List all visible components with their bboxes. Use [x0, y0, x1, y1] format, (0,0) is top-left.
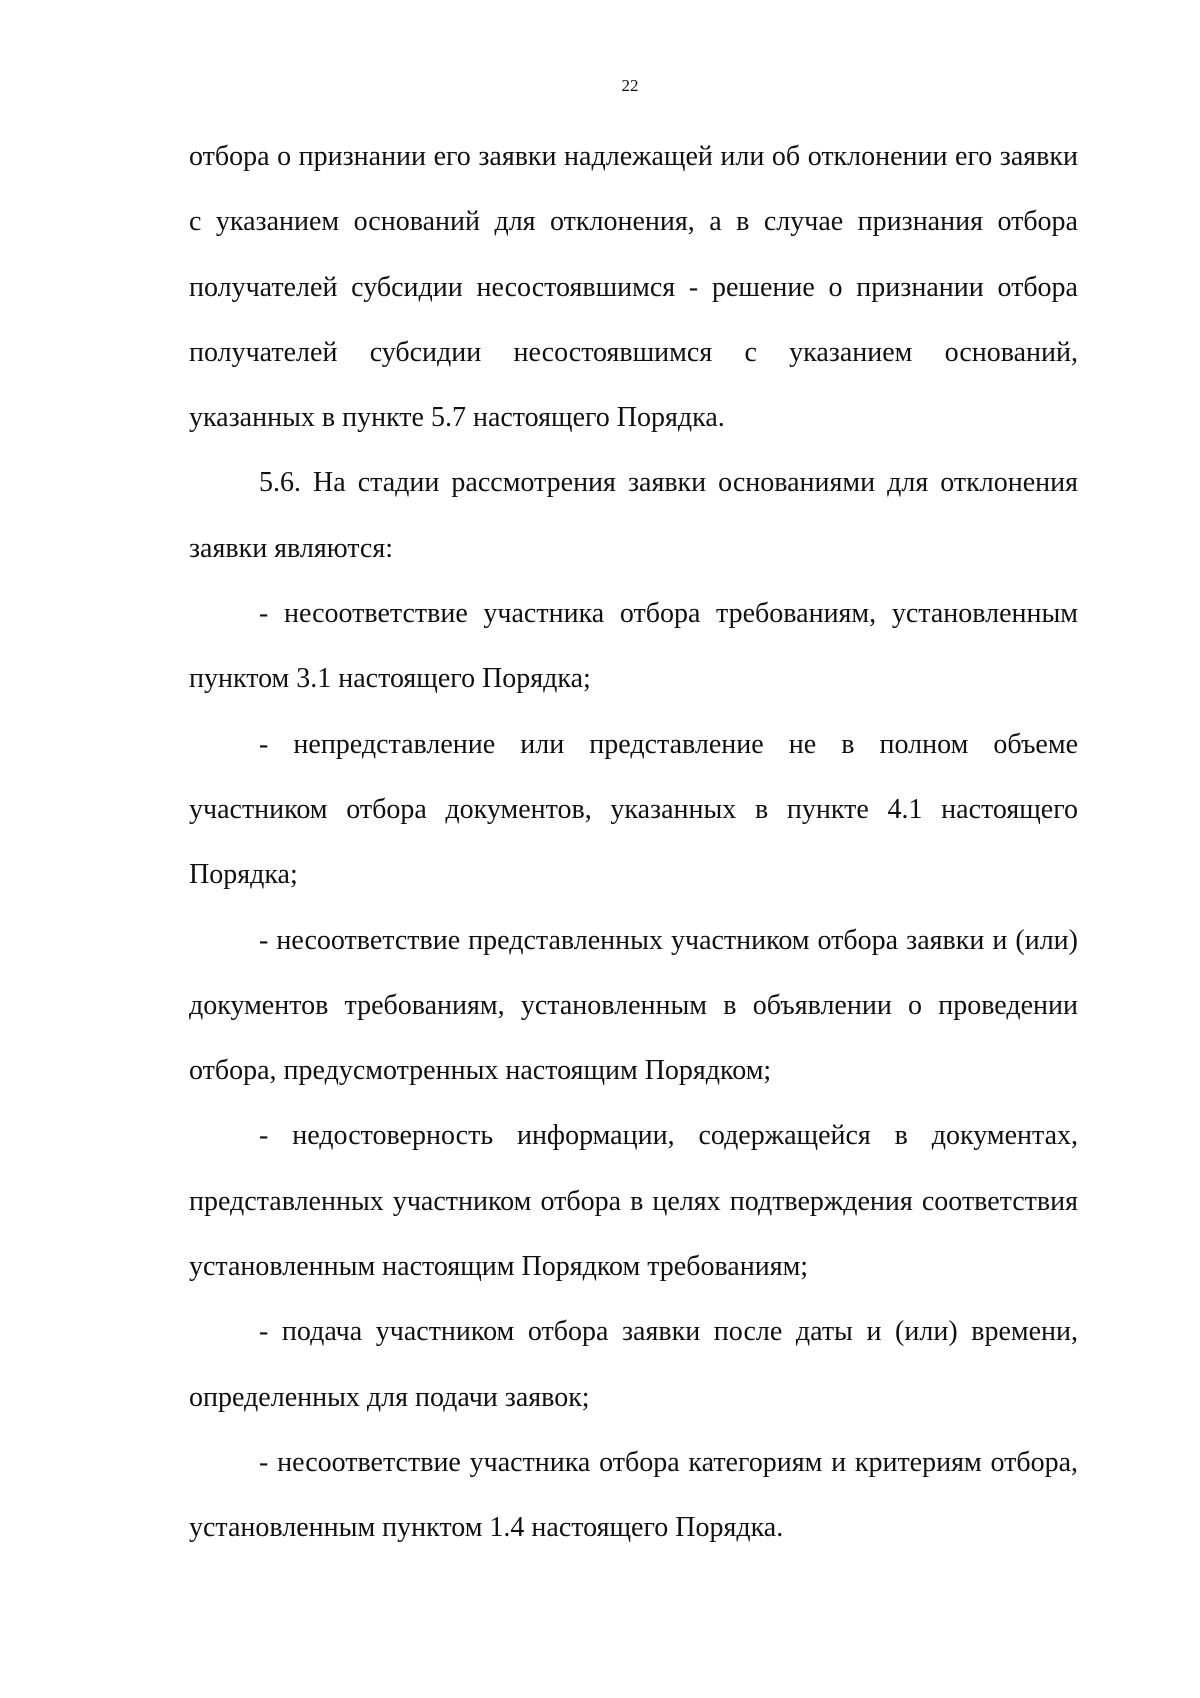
page-number: 22: [621, 76, 639, 95]
paragraph-continuation: отбора о признании его заявки надлежащей или об отклонении его заявки с указанием оснований для отклонения, а в случае признания отбора получателей субсидии несостоявшимся - решение о признании отбора получателей субсидии несостоявшимся с указанием оснований, указанных в пункте 5.7 настоящего Порядка.: [189, 141, 1078, 434]
list-item-requirements-mismatch: - несоответствие участника отбора требованиям, установленным пунктом 3.1 настоящего Порядка;: [189, 598, 1078, 695]
list-item-false-information: - недостоверность информации, содержащейся в документах, представленных участником отбора в целях подтверждения соответствия установленным настоящим Порядком требованиям;: [189, 1120, 1078, 1283]
list-item-category-mismatch: - несоответствие участника отбора категориям и критериям отбора, установленным пунктом 1.4 настоящего Порядка.: [189, 1446, 1078, 1544]
paragraph-clause-5-6: 5.6. На стадии рассмотрения заявки основаниями для отклонения заявки являются:: [189, 467, 1078, 564]
list-item-application-mismatch: - несоответствие представленных участником отбора заявки и (или) документов требованиям, установленным в объявлении о проведении отбора, предусмотренных настоящим Порядком;: [189, 924, 1078, 1087]
list-item-late-submission: - подача участником отбора заявки после даты и (или) времени, определенных для подачи заявок;: [189, 1316, 1078, 1413]
list-item-documents-missing: - непредставление или представление не в полном объеме участником отбора документов, указанных в пункте 4.1 настоящего Порядка;: [189, 728, 1078, 891]
document-body: [189, 124, 1078, 1561]
